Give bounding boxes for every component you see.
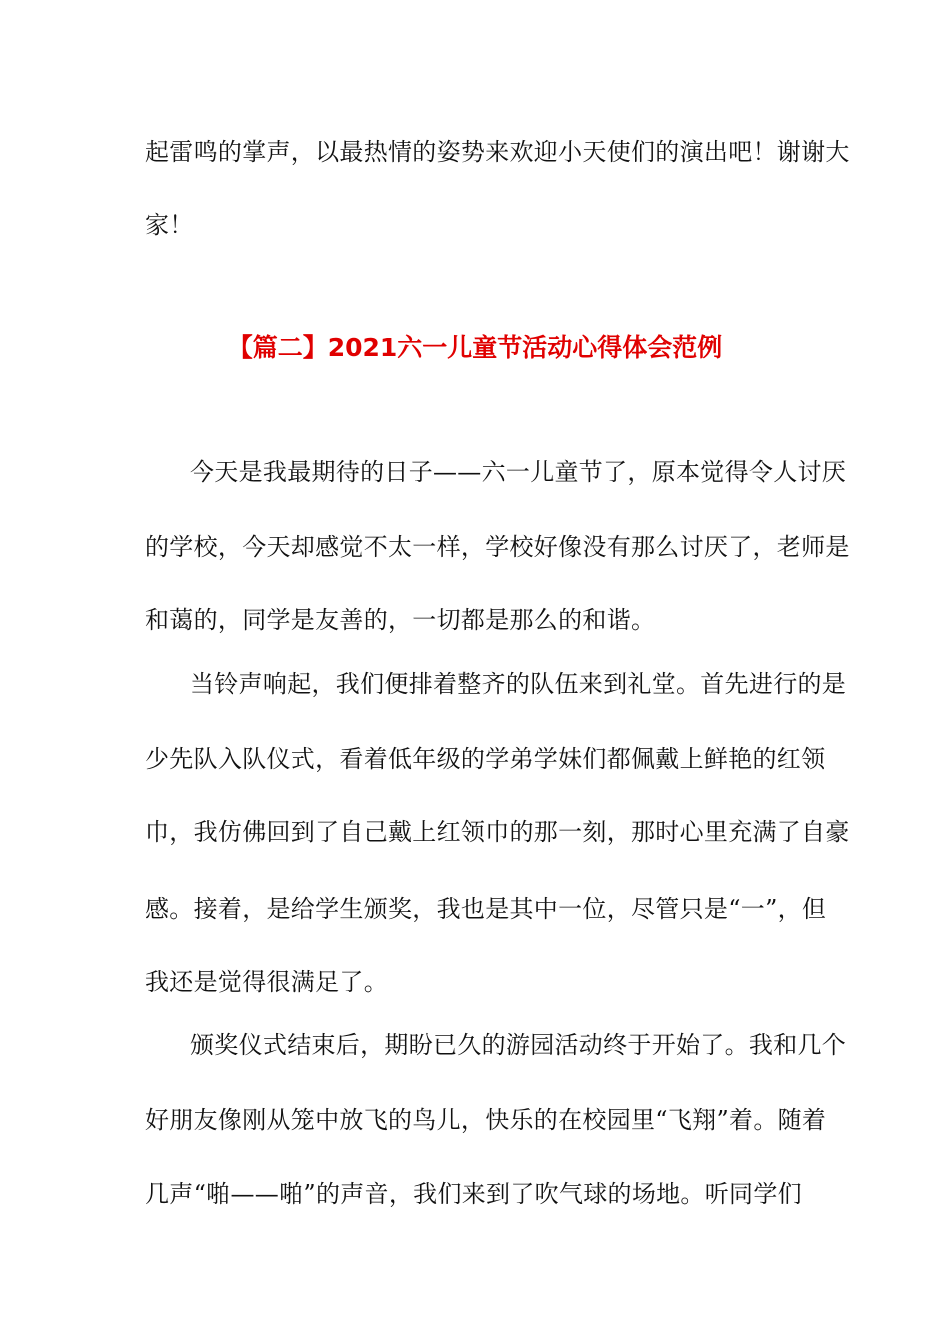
paragraph-1-line-3: 和蔼的，同学是友善的，一切都是那么的和谐。	[145, 606, 656, 634]
paragraph-2-line-2: 少先队入队仪式，看着低年级的学弟学妹们都佩戴上鲜艳的红领	[145, 745, 826, 773]
paragraph-1-line-2: 的学校，今天却感觉不太一样，学校好像没有那么讨厌了，老师是	[145, 533, 850, 561]
paragraph-3-line-1: 颁奖仪式结束后，期盼已久的游园活动终于开始了。我和几个	[190, 1031, 847, 1059]
paragraph-3-line-3: 几声“啪——啪”的声音，我们来到了吹气球的场地。听同学们	[145, 1180, 802, 1208]
paragraph-2-line-5: 我还是觉得很满足了。	[145, 968, 388, 996]
intro-line-1: 起雷鸣的掌声，以最热情的姿势来欢迎小天使们的演出吧！谢谢大	[145, 138, 850, 166]
paragraph-3-line-2: 好朋友像刚从笼中放飞的鸟儿，快乐的在校园里“飞翔”着。随着	[145, 1106, 827, 1134]
paragraph-2-line-1: 当铃声响起，我们便排着整齐的队伍来到礼堂。首先进行的是	[190, 670, 847, 698]
section-heading: 【篇二】2021六一儿童节活动心得体会范例	[227, 333, 723, 362]
paragraph-2-line-3: 巾，我仿佛回到了自己戴上红领巾的那一刻，那时心里充满了自豪	[145, 818, 850, 846]
intro-line-2: 家！	[145, 211, 194, 239]
paragraph-2-line-4: 感。接着，是给学生颁奖，我也是其中一位，尽管只是“一”，但	[145, 895, 827, 923]
paragraph-1-line-1: 今天是我最期待的日子——六一儿童节了，原本觉得令人讨厌	[190, 458, 847, 486]
